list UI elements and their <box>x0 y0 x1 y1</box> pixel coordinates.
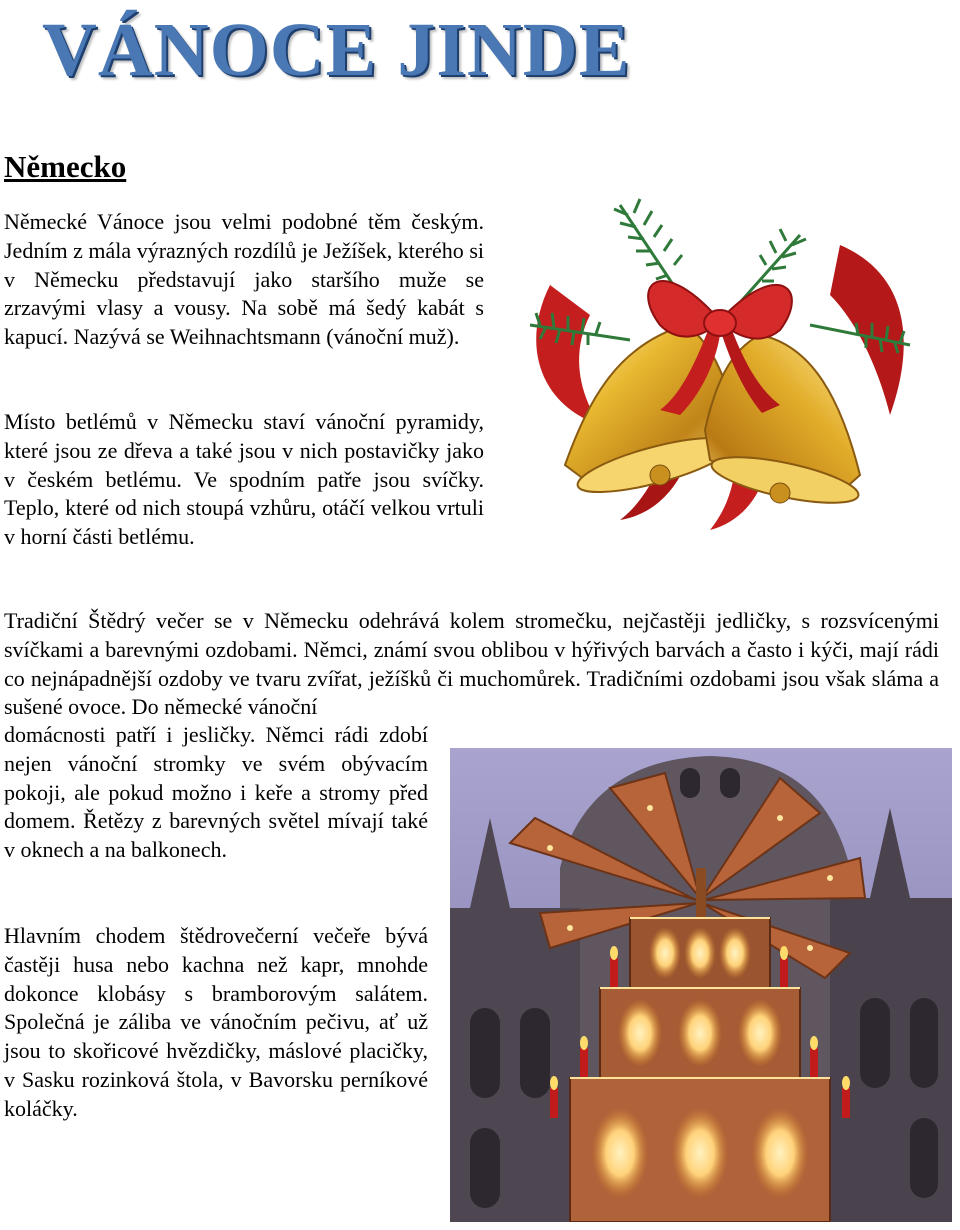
paragraph-christmas-eve: Tradiční Štědrý večer se v Německu odehrává kolem stromečku, nejčastěji jedličky, s rozsvícenými svíčkami a barevnými ozdobami. Němci, známí svou oblibou v hýřivých barvách a často i kýči, mají rádi co nejnápadnější ozdoby ve tvaru zvířat, ježíšků či muchomůrek. Tradičními ozdobami jsou však sláma a sušené ovoce. Do německé vánoční <box>4 608 939 720</box>
page-title: VÁNOCE JINDE <box>42 8 631 92</box>
paragraph-intro: Německé Vánoce jsou velmi podobné těm českým. Jedním z mála výrazných rozdílů je Ježíšek, kterého si v Německu představují jako staršího muže se zrzavými vlasy a vousy. Na sobě má šedý kabát s kapucí. Nazývá se Weihnachtsmann (vánoční muž). <box>4 209 484 350</box>
paragraph-decorations: domácnosti patří i jesličky. Němci rádi zdobí nejen vánoční stromky ve svém obývacím pokoji, ale pokud možno i keře a stromy před domem. Řetězy z barevných světel mívají také v oknech a na balkonech. <box>4 722 428 863</box>
christmas-bells-image <box>510 175 920 535</box>
paragraph-pyramids: Místo betlémů v Německu staví vánoční pyramidy, které jsou ze dřeva a také jsou v nich postavičky jako v českém betlému. Ve spodním patře jsou svíčky. Teplo, které od nich stoupá vzhůru, otáčí velkou vrtuli v horní části betlému. <box>4 409 484 550</box>
paragraph-dinner: Hlavním chodem štědrovečerní večeře bývá častěji husa nebo kachna než kapr, mnohde dokonce klobásy s bramborovým salátem. Společná je záliba ve vánočním pečivu, ať už jsou to skořicové hvězdičky, máslové placičky, v Sasku rozinková štola, v Bavorsku perníkové koláčky. <box>4 923 428 1121</box>
christmas-pyramid-image <box>450 748 952 1222</box>
section-heading: Německo <box>4 149 127 184</box>
